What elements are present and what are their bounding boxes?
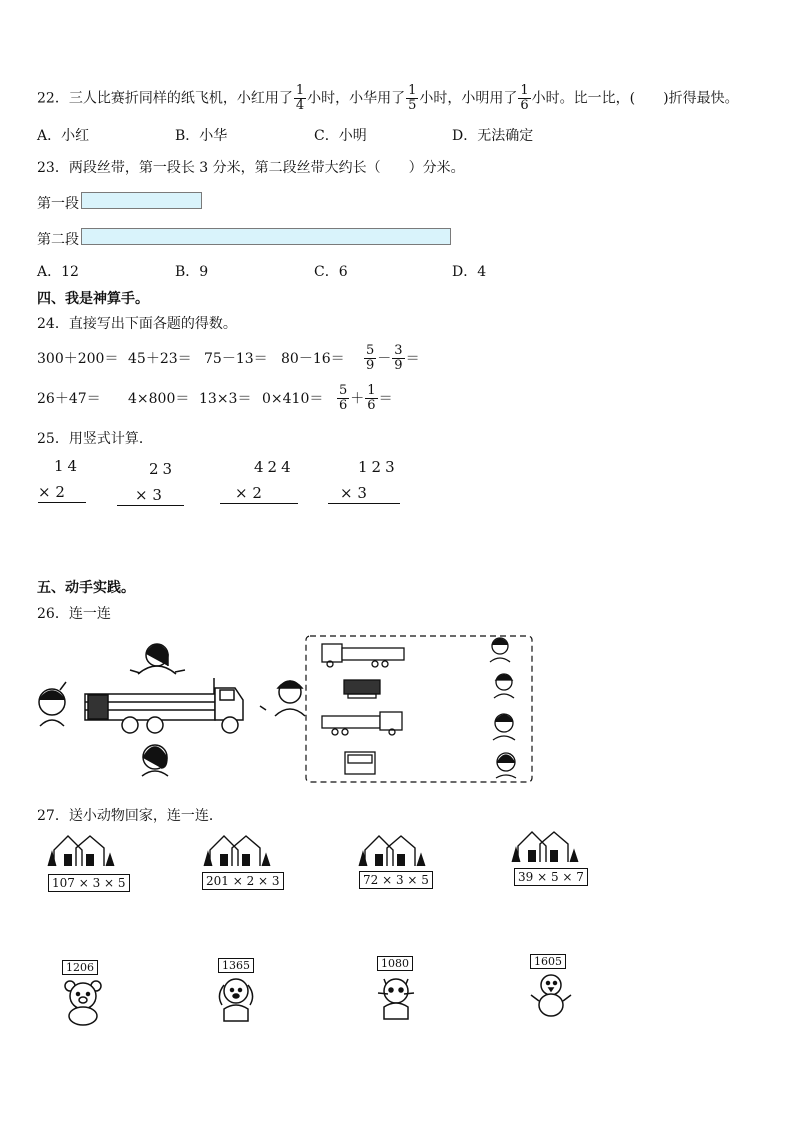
q24-text: 24．直接写出下面各题的得数。 [37,316,237,332]
q22-text: 22．三人比赛折同样的纸飞机，小红用了 $\frac{1}{4}$ 小时，小华用了 $\frac{1}{5}$ 小时，小明用了 $\frac{1}{6}$ 小时。比一比，( )折得最快。 [37,83,739,113]
q23-seg1-label: 第一段 [37,196,79,212]
answer-person-4-icon [496,753,516,778]
house-label-2: 201 × 2 × 3 [202,872,284,890]
vertical-calc-2: 23 × 3 [117,460,185,504]
ribbon-segment-1 [81,192,202,209]
house-label-4: 39 × 5 × 7 [514,868,588,886]
house-icon-3 [357,830,429,868]
vertical-calc-4: 123 × 3 [328,458,401,502]
chick-icon [528,971,574,1021]
section-4-heading: 四、我是神算手。 [37,291,149,307]
q23-seg2-label: 第二段 [37,232,79,248]
fraction-5-9: $\frac{5}{9}$ [366,342,375,373]
house-icon-1 [46,830,118,868]
vertical-calc-3: 424 × 2 [220,458,299,502]
fraction-5-6: $\frac{5}{6}$ [339,382,348,413]
fraction-1-6: $\frac{1}{6}$ [367,382,376,413]
q24-row1: 300＋200＝ 45＋23＝ 75－13＝ 80－16＝ $\frac{5}{9}$ － $\frac{3}{9}$ ＝ [37,342,420,373]
person-left-icon [39,682,66,726]
truck-icon [85,678,243,733]
vertical-calc-1: 14 × 2 [38,457,88,501]
q23-option-b: B．9 [175,264,209,280]
truck-side-view-icon [322,644,404,667]
truck-top-view-icon [344,680,380,698]
q25-text: 25．用竖式计算． [37,431,153,447]
animal-label-1: 1206 [62,960,98,975]
answer-person-1-icon [490,638,510,662]
person-top-icon [130,644,185,674]
q23-option-c: C．6 [314,264,348,280]
house-icon-4 [510,826,582,864]
truck-front-view-icon [345,752,375,774]
animal-label-2: 1365 [218,958,254,973]
q23-option-d: D．4 [452,264,487,280]
cat-icon [372,973,420,1023]
animal-label-3: 1080 [377,956,413,971]
q23-option-a: A．12 [37,264,79,280]
house-label-1: 107 × 3 × 5 [48,874,130,892]
fraction-3-9: $\frac{3}{9}$ [394,342,403,373]
answer-person-3-icon [493,714,515,740]
q22-option-b: B．小华 [175,128,228,144]
answer-person-2-icon [494,674,514,698]
fraction-1-6: $\frac{1}{6}$ [520,83,529,113]
q22-option-c: C．小明 [314,128,367,144]
q26-scene [30,630,540,790]
ribbon-segment-2 [81,228,451,245]
section-5-heading: 五、动手实践。 [37,580,135,596]
fraction-1-4: $\frac{1}{4}$ [295,83,305,113]
person-bottom-icon [142,745,168,776]
bear-icon [60,978,106,1026]
q24-row2: 26＋47＝ 4×800＝ 13×3＝ 0×410＝ $\frac{5}{6}$ ＋ $\frac{1}{6}$ ＝ [37,382,393,413]
dog-icon [212,975,260,1025]
house-label-3: 72 × 3 × 5 [359,871,433,889]
q22-option-a: A．小红 [37,128,90,144]
q26-text: 26．连一连 [37,606,111,622]
q23-text: 23．两段丝带，第一段长 3 分米，第二段丝带大约长（ ）分米。 [37,160,465,176]
truck-side-view-2-icon [322,712,402,735]
animal-label-4: 1605 [530,954,566,969]
q27-text: 27．送小动物回家，连一连． [37,808,223,824]
q22-option-d: D．无法确定 [452,128,534,144]
person-right-icon [260,681,305,716]
house-icon-2 [202,830,274,868]
fraction-1-5: $\frac{1}{5}$ [408,83,417,113]
